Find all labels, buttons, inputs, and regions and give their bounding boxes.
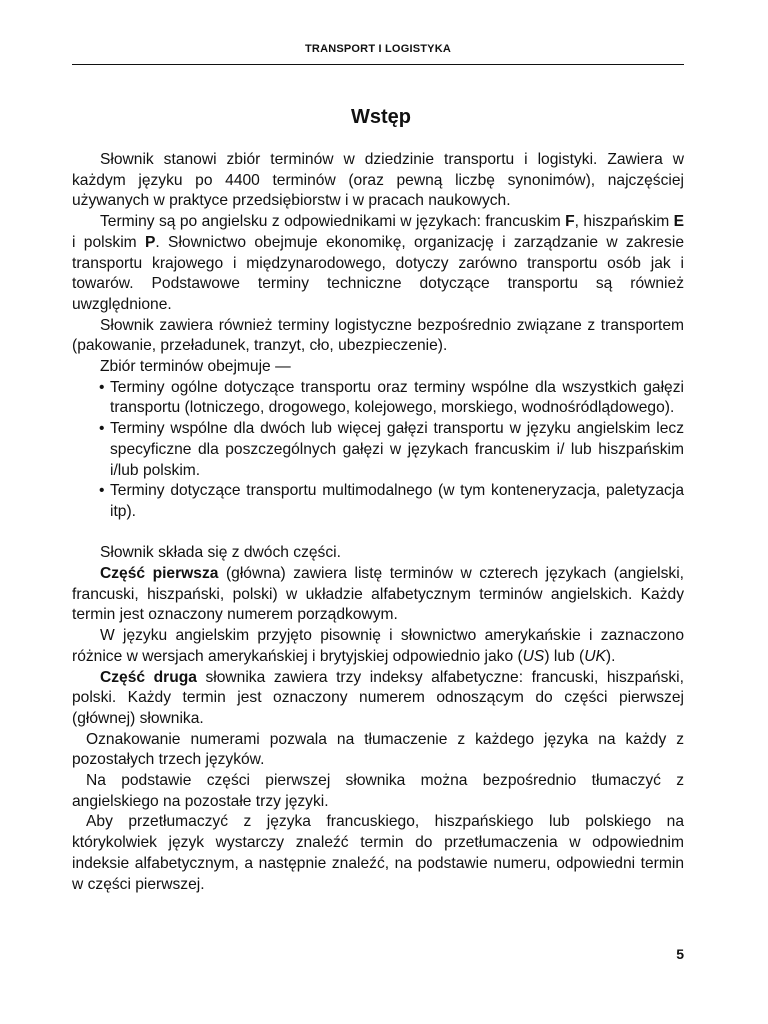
text-segment: Terminy są po angielsku z odpowiednikami w językach: francuskim: [100, 213, 566, 231]
paragraph-index-translation: Aby przetłumaczyć z języka francuskiego, hiszpańskiego lub polskiego na którykolwiek język wystarczy znaleźć termin do przetłumaczenia w odpowiednim indeksie alfabetycznym, a następnie znaleźć, na podstawie numeru, odpowiedni termin w części pierwszej.: [72, 813, 684, 893]
paragraph-direct-translation: Na podstawie części pierwszej słownika można bezpośrednio tłumaczyć z angielskiego na pozostałe trzy języki.: [72, 772, 684, 810]
paragraph-languages: [72, 212, 684, 316]
header-rule: [72, 64, 684, 65]
variant-code-us: US: [522, 647, 545, 665]
list-item: [72, 419, 684, 481]
paragraph-intro: Słownik stanowi zbiór terminów w dziedzinie transportu i logistyki. Zawiera w każdym języku po 4400 terminów (oraz pewną liczbę synonimów), najczęściej używanych w praktyce przedsiębiorstw i w pracach naukowych.: [72, 151, 684, 210]
text-segment: i polskim: [72, 233, 145, 251]
paragraph-spelling: [72, 626, 684, 667]
language-code-polish: P: [144, 233, 156, 251]
text-segment: , hiszpańskim: [574, 213, 674, 231]
page-number: 5: [676, 946, 684, 962]
part-two-label: Część druga: [100, 668, 197, 686]
text-segment: ) lub (: [544, 647, 585, 665]
list-item: [72, 378, 684, 419]
scope-list: [72, 378, 684, 523]
list-item-text: Terminy wspólne dla dwóch lub więcej gałęzi transportu w języku angielskim lecz specyficzne dla poszczególnych gałęzi w językach francuskim i/ lub hiszpańskim i/lub polskim.: [110, 420, 684, 479]
language-code-spanish: E: [673, 213, 685, 231]
body-text: [72, 150, 684, 895]
document-page: [72, 0, 684, 1024]
variant-code-uk: UK: [584, 647, 606, 665]
text-segment: . Słownictwo obejmuje ekonomikę, organizację i zarządzanie w zakresie transportu krajowego i międzynarodowego, dotyczy zarówno transportu osób jak i towarów. Podstawowe terminy techniczne dotyczące transportu są również uwzględnione.: [72, 233, 684, 313]
paragraph-structure: Słownik składa się z dwóch części.: [100, 544, 341, 562]
text-segment: ).: [605, 647, 616, 665]
list-item-text: Terminy dotyczące transportu multimodalnego (w tym konteneryzacja, paletyzacja itp).: [110, 482, 684, 520]
paragraph-part-two: [72, 668, 684, 730]
bullet-icon: •: [99, 420, 105, 438]
bullet-icon: •: [99, 378, 105, 396]
paragraph-logistics: Słownik zawiera również terminy logistyczne bezpośrednio związane z transportem (pakowanie, przeładunek, tranzyt, cło, ubezpieczenie).: [72, 316, 684, 355]
paragraph-scope-intro: Zbiór terminów obejmuje —: [100, 358, 291, 376]
text-segment: (główna) zawiera listę terminów w czterech językach (angielski, francuski, hiszpański, polski) w układzie alfabetycznym terminów angielskich. Każdy termin jest oznaczony numerem porządkowym.: [72, 565, 685, 624]
paragraph-numbering: Oznakowanie numerami pozwala na tłumaczenie z każdego języka na każdy z pozostałych trzech języków.: [72, 730, 684, 769]
paragraph-part-one: [72, 564, 684, 626]
spacer: [72, 523, 684, 544]
list-item: [72, 481, 684, 522]
part-one-label: Część pierwsza: [100, 565, 219, 583]
text-segment: słownika zawiera trzy indeksy alfabetyczne: francuski, hiszpański, polski. Każdy termin jest oznaczony numerem odnoszącym do części pierwszej (głównej) słownika.: [72, 668, 684, 727]
list-item-text: Terminy ogólne dotyczące transportu oraz terminy wspólne dla wszystkich gałęzi transportu (lotniczego, drogowego, kolejowego, morskiego, wodnośródlądowego).: [110, 378, 684, 417]
page-title: Wstęp: [351, 106, 411, 128]
running-header: TRANSPORT I LOGISTYKA: [305, 43, 451, 55]
language-code-french: F: [565, 213, 575, 231]
text-segment: W języku angielskim przyjęto pisownię i słownictwo amerykańskie i zaznaczono różnice w wersjach amerykańskiej i brytyjskiej odpowiednio jako (: [72, 627, 684, 665]
bullet-icon: •: [99, 482, 105, 500]
